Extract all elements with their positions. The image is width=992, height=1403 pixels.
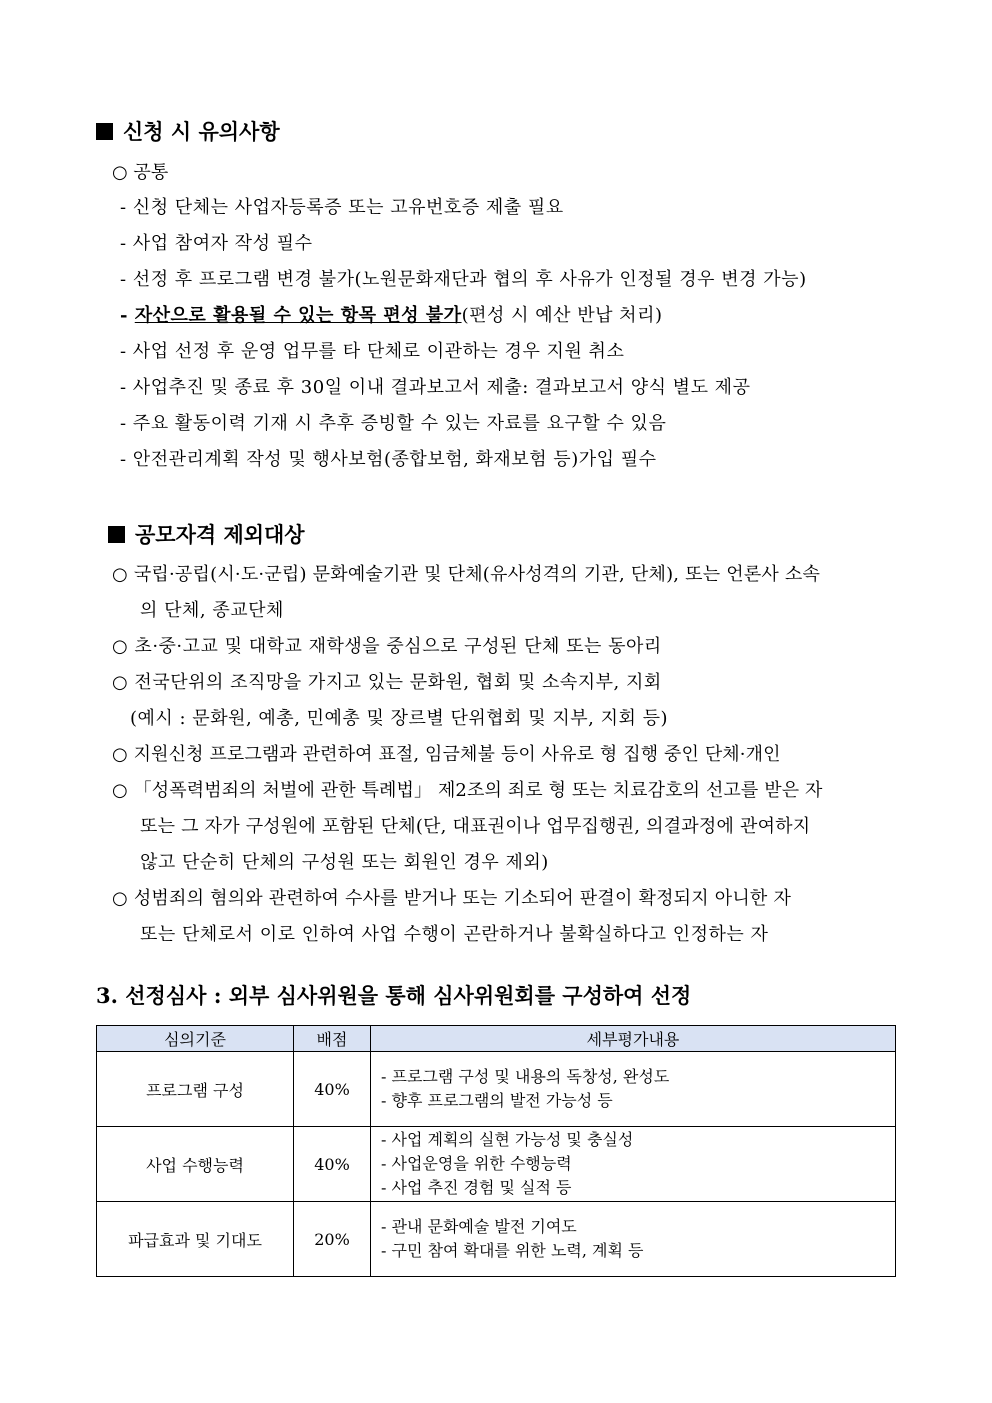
exclusion-item: ○ 초·중·고교 및 대학교 재학생을 중심으로 구성된 단체 또는 동아리	[112, 636, 662, 657]
details-cell	[371, 1202, 896, 1277]
notice-item: - 선정 후 프로그램 변경 불가(노원문화재단과 협의 후 사유가 인정될 경우 변경 가능)	[120, 269, 807, 290]
notice-item: - 사업추진 및 종료 후 30일 이내 결과보고서 제출: 결과보고서 양식 별도 제공	[120, 377, 751, 398]
exclusion-item: ○ 지원신청 프로그램과 관련하여 표절, 임금체불 등이 사유로 형 집행 중인 단체·개인	[112, 744, 781, 765]
detail-line: - 향후 프로그램의 발전 가능성 등	[381, 1091, 613, 1110]
notice-item: - 안전관리계획 작성 및 행사보험(종합보험, 화재보험 등)가입 필수	[120, 449, 657, 470]
asset-bold-text: 자산으로 활용될 수 있는 항목 편성 불가	[134, 305, 462, 326]
exclusion-example: (예시 : 문화원, 예총, 민예총 및 장르별 단위협회 및 지부, 지회 등)	[130, 708, 669, 729]
detail-line: - 사업 계획의 실현 가능성 및 충실성	[381, 1130, 634, 1149]
square-bullet-icon	[96, 123, 113, 140]
score-cell: 20%	[294, 1202, 371, 1277]
exclusion-item: ○ 성범죄의 혐의와 관련하여 수사를 받거나 또는 기소되어 판결이 확정되지 아니한 자	[112, 888, 792, 909]
table-row	[97, 1202, 896, 1277]
section2-title: 공모자격 제외대상	[135, 522, 305, 547]
asset-prefix: -	[120, 305, 135, 326]
detail-line: - 구민 참여 확대를 위한 노력, 계획 등	[381, 1241, 644, 1260]
exclusion-item-cont: 의 단체, 종교단체	[140, 600, 284, 621]
details-cell	[371, 1052, 896, 1127]
notice-item: - 주요 활동이력 기재 시 추후 증빙할 수 있는 자료를 요구할 수 있음	[120, 413, 667, 434]
table-row	[97, 1052, 896, 1127]
square-bullet-icon	[108, 526, 125, 543]
table-header-score: 배점	[294, 1026, 371, 1052]
criterion-cell: 프로그램 구성	[97, 1052, 294, 1127]
details-cell	[371, 1127, 896, 1202]
notice-item: - 사업 참여자 작성 필수	[120, 233, 313, 254]
score-cell: 40%	[294, 1127, 371, 1202]
table-row	[97, 1127, 896, 1202]
exclusion-item-cont: 또는 단체로서 이로 인하여 사업 수행이 곤란하거나 불확실하다고 인정하는 자	[140, 924, 769, 945]
detail-line: - 사업 추진 경험 및 실적 등	[381, 1178, 572, 1197]
exclusion-item-cont: 또는 그 자가 구성원에 포함된 단체(단, 대표권이나 업무집행권, 의결과정에 관여하지	[140, 816, 811, 837]
evaluation-table	[96, 1025, 896, 1277]
notice-item: - 사업 선정 후 운영 업무를 타 단체로 이관하는 경우 지원 취소	[120, 341, 625, 362]
exclusion-item: ○ 국립·공립(시·도·군립) 문화예술기관 및 단체(유사성격의 기관, 단체), 또는 언론사 소속	[112, 564, 821, 585]
section3-title: 3. 선정심사 : 외부 심사위원을 통해 심사위원회를 구성하여 선정	[96, 983, 692, 1008]
notice-item: - 신청 단체는 사업자등록증 또는 고유번호증 제출 필요	[120, 197, 564, 218]
criterion-cell: 파급효과 및 기대도	[97, 1202, 294, 1277]
exclusion-item: ○ 「성폭력범죄의 처벌에 관한 특례법」 제2조의 죄로 형 또는 치료감호의 선고를 받은 자	[112, 780, 823, 801]
exclusion-item: ○ 전국단위의 조직망을 가지고 있는 문화원, 협회 및 소속지부, 지회	[112, 672, 662, 693]
score-cell: 40%	[294, 1052, 371, 1127]
common-label: ○ 공통	[112, 162, 169, 183]
table-header-criterion: 심의기준	[97, 1026, 294, 1052]
section1-heading	[96, 116, 280, 146]
notice-item-asset	[120, 301, 663, 327]
exclusion-item-cont: 않고 단순히 단체의 구성원 또는 회원인 경우 제외)	[140, 852, 549, 873]
detail-line: - 프로그램 구성 및 내용의 독창성, 완성도	[381, 1067, 670, 1086]
detail-line: - 사업운영을 위한 수행능력	[381, 1154, 572, 1173]
table-header-details: 세부평가내용	[371, 1026, 896, 1052]
table-header-row	[97, 1026, 896, 1052]
detail-line: - 관내 문화예술 발전 기여도	[381, 1217, 577, 1236]
section1-title: 신청 시 유의사항	[123, 119, 280, 144]
section2-heading	[108, 519, 305, 549]
criterion-cell: 사업 수행능력	[97, 1127, 294, 1202]
asset-rest-text: (편성 시 예산 반납 처리)	[461, 305, 663, 326]
